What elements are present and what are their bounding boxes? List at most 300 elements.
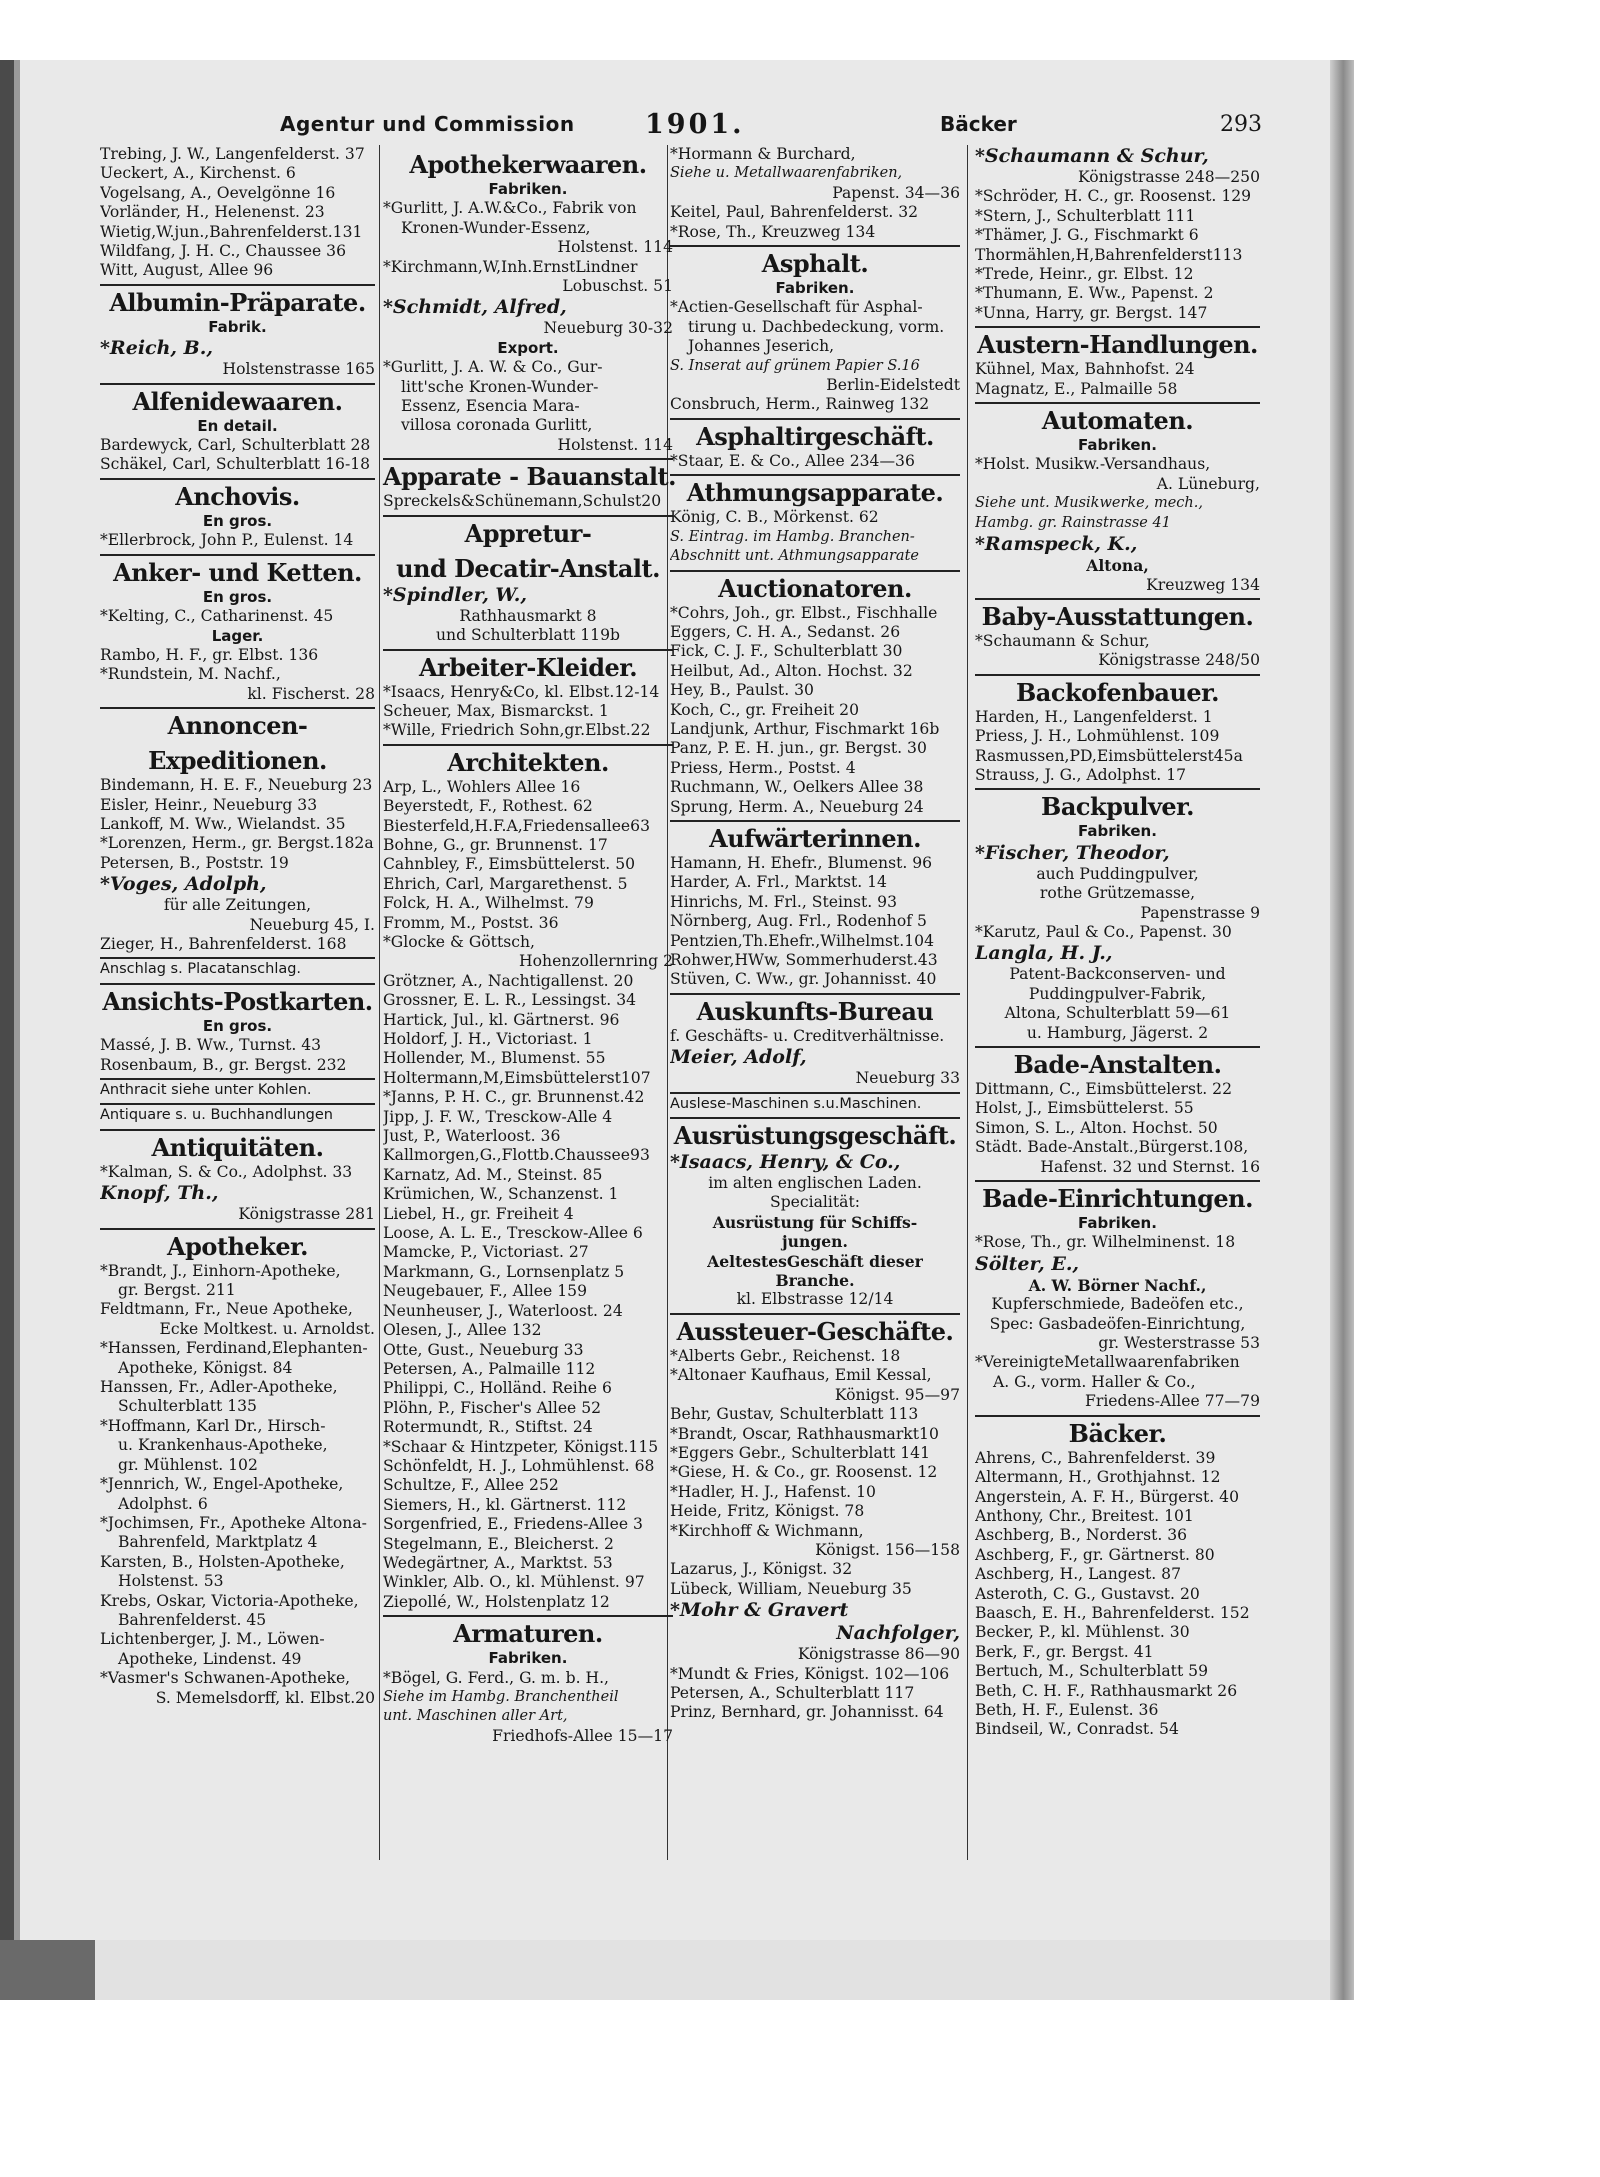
directory-entry: Magnatz, E., Palmaille 58 bbox=[975, 379, 1178, 398]
featured-entry-name: *Spindler, W., bbox=[383, 583, 528, 606]
category-heading: Automaten. bbox=[975, 402, 1260, 436]
category-heading: Austern-Handlungen. bbox=[975, 326, 1260, 360]
category-heading: Auskunfts-Bureau bbox=[670, 993, 960, 1027]
directory-entry: Pentzien,Th.Ehefr.,Wilhelmst.104 bbox=[670, 931, 935, 950]
directory-entry: Prinz, Bernhard, gr. Johannisst. 64 bbox=[670, 1703, 944, 1722]
directory-column-2 bbox=[383, 145, 676, 1746]
directory-entry: Priess, J. H., Lohmühlenst. 109 bbox=[975, 727, 1220, 746]
directory-entry: Trebing, J. W., Langenfelderst. 37 bbox=[100, 145, 365, 163]
category-heading: Apothekerwaaren. bbox=[409, 150, 647, 179]
entry-detail: Kupferschmiede, Badeöfen etc., bbox=[991, 1295, 1244, 1314]
directory-entry: *Rose, Th., gr. Wilhelminenst. 18 bbox=[975, 1233, 1236, 1252]
directory-entry: Winkler, Alb. O., kl. Mühlenst. 97 bbox=[383, 1573, 645, 1592]
directory-entry: Witt, August, Allee 96 bbox=[100, 261, 274, 280]
directory-entry: *Lorenzen, Herm., gr. Bergst.182a bbox=[100, 834, 374, 853]
directory-entry: Schultze, F., Allee 252 bbox=[383, 1476, 559, 1495]
featured-entry-name: *Schmidt, Alfred, bbox=[383, 296, 567, 319]
directory-entry: Just, P., Waterloost. 36 bbox=[383, 1127, 561, 1146]
directory-entry: *Unna, Harry, gr. Bergst. 147 bbox=[975, 303, 1208, 322]
directory-entry: Städt. Bade-Anstalt.,Bürgerst.108, bbox=[975, 1138, 1249, 1157]
directory-entry: Mamcke, P., Victoriast. 27 bbox=[383, 1243, 589, 1262]
entry-reference-note: S. Eintrag. im Hambg. Branchen- bbox=[670, 528, 915, 545]
directory-entry: Nörnberg, Aug. Frl., Rodenhof 5 bbox=[670, 912, 927, 931]
entry-continuation: Bahrenfeld, Marktplatz 4 bbox=[118, 1533, 318, 1552]
entry-detail-bold: AeltestesGeschäft dieser bbox=[707, 1251, 923, 1271]
header-right-title: Bäcker bbox=[940, 112, 1017, 136]
directory-entry: Anthony, Chr., Breitest. 101 bbox=[975, 1506, 1194, 1525]
entry-detail-bold: Ausrüstung für Schiffs- bbox=[712, 1212, 918, 1232]
directory-entry: Philippi, C., Holländ. Reihe 6 bbox=[383, 1379, 612, 1398]
directory-column-4 bbox=[975, 145, 1260, 1740]
scan-edge-left bbox=[0, 60, 14, 2000]
directory-entry: Holst, J., Eimsbüttelerst. 55 bbox=[975, 1099, 1194, 1118]
directory-entry: Scheuer, Max, Bismarckst. 1 bbox=[383, 701, 609, 720]
subcategory-label: En gros. bbox=[202, 587, 273, 606]
directory-entry: *Hoffmann, Karl Dr., Hirsch- bbox=[100, 1416, 326, 1435]
entry-detail: Rathhausmarkt 8 bbox=[459, 606, 597, 625]
category-heading: Armaturen. bbox=[383, 1615, 673, 1649]
entry-detail: Puddingpulver-Fabrik, bbox=[1028, 984, 1207, 1003]
directory-entry: *Eggers Gebr., Schulterblatt 141 bbox=[670, 1443, 931, 1462]
entry-continuation: Adolphst. 6 bbox=[118, 1494, 208, 1513]
subcategory-label: Fabriken. bbox=[1078, 822, 1157, 841]
directory-entry: *Cohrs, Joh., gr. Elbst., Fischhalle bbox=[670, 603, 938, 622]
entry-address: Holstenstrasse 165 bbox=[222, 360, 375, 379]
featured-entry-name: Knopf, Th., bbox=[100, 1182, 219, 1205]
entry-address: Holstenst. 114 bbox=[557, 435, 673, 454]
entry-address: Hohenzollernring 2 bbox=[519, 952, 673, 971]
directory-entry: Beth, C. H. F., Rathhausmarkt 26 bbox=[975, 1681, 1238, 1700]
directory-entry: Hanssen, Fr., Adler-Apotheke, bbox=[100, 1378, 338, 1397]
directory-entry: *Schaar & Hintzpeter, Königst.115 bbox=[383, 1437, 659, 1456]
directory-entry: Arp, L., Wohlers Allee 16 bbox=[383, 777, 581, 796]
directory-entry: Kühnel, Max, Bahnhofst. 24 bbox=[975, 360, 1195, 379]
directory-entry: Plöhn, P., Fischer's Allee 52 bbox=[383, 1398, 602, 1417]
entry-detail: Patent-Backconserven- und bbox=[1009, 965, 1226, 984]
directory-entry: Landjunk, Arthur, Fischmarkt 16b bbox=[670, 719, 940, 738]
directory-entry: Petersen, B., Poststr. 19 bbox=[100, 853, 289, 872]
subcategory-label: Fabriken. bbox=[775, 279, 855, 298]
directory-column-1 bbox=[100, 145, 375, 1708]
entry-detail-bold: Altona, bbox=[1086, 556, 1149, 576]
category-heading: Annoncen- bbox=[100, 707, 375, 741]
directory-entry: *Brandt, J., Einhorn-Apotheke, bbox=[100, 1261, 341, 1280]
directory-entry: *Gurlitt, J. A. W. & Co., Gur- bbox=[383, 358, 603, 377]
category-heading: Asphaltirgeschäft. bbox=[670, 418, 960, 452]
directory-entry: *Kirchmann,W,Inh.ErnstLindner bbox=[383, 257, 638, 276]
directory-entry: Heide, Fritz, Königst. 78 bbox=[670, 1502, 865, 1521]
directory-entry: *Thumann, E. Ww., Papenst. 2 bbox=[975, 284, 1214, 303]
directory-entry: Stegelmann, E., Bleicherst. 2 bbox=[383, 1534, 614, 1553]
directory-entry: Hamann, H. Ehefr., Blumenst. 96 bbox=[670, 853, 933, 872]
category-heading: Alfenidewaaren. bbox=[100, 383, 375, 417]
directory-entry: Thormählen,H,Bahrenfelderst113 bbox=[975, 245, 1243, 264]
directory-entry: Ruchmann, W., Oelkers Allee 38 bbox=[670, 778, 924, 797]
directory-entry: Bindseil, W., Conradst. 54 bbox=[975, 1720, 1179, 1739]
directory-entry: *Kirchhoff & Wichmann, bbox=[670, 1521, 864, 1540]
directory-entry: Karsten, B., Holsten-Apotheke, bbox=[100, 1552, 345, 1571]
directory-entry: Bertuch, M., Schulterblatt 59 bbox=[975, 1662, 1209, 1681]
directory-entry: *Karutz, Paul & Co., Papenst. 30 bbox=[975, 922, 1232, 941]
directory-entry: *Staar, E. & Co., Allee 234—36 bbox=[670, 451, 915, 470]
page-edge-right bbox=[1330, 60, 1354, 2000]
category-heading: Apparate - Bauanstalt. bbox=[383, 458, 673, 492]
directory-entry: Ahrens, C., Bahrenfelderst. 39 bbox=[975, 1448, 1216, 1467]
category-heading: Albumin-Präparate. bbox=[100, 284, 375, 318]
entry-detail: und Schulterblatt 119b bbox=[436, 626, 620, 645]
entry-address: Königst. 156—158 bbox=[815, 1540, 960, 1559]
cross-reference: Anschlag s. Placatanschlag. bbox=[100, 961, 302, 978]
directory-entry: Hey, B., Paulst. 30 bbox=[670, 681, 814, 700]
directory-column-3 bbox=[670, 145, 960, 1723]
entry-address: A. Lüneburg, bbox=[1156, 474, 1260, 493]
directory-entry: *Jennrich, W., Engel-Apotheke, bbox=[100, 1475, 344, 1494]
directory-entry: Holdorf, J. H., Victoriast. 1 bbox=[383, 1030, 593, 1048]
entry-detail: Spec: Gasbadeöfen-Einrichtung, bbox=[989, 1314, 1246, 1333]
directory-entry: Massé, J. B. Ww., Turnst. 43 bbox=[100, 1036, 322, 1055]
entry-detail-bold: Branche. bbox=[775, 1271, 855, 1291]
directory-entry: Strauss, J. G., Adolphst. 17 bbox=[975, 765, 1187, 784]
directory-entry: *Ellerbrock, John P., Eulenst. 14 bbox=[100, 531, 354, 550]
featured-entry-name: *Isaacs, Henry, & Co., bbox=[670, 1151, 901, 1174]
entry-address: Neueburg 33 bbox=[855, 1069, 960, 1088]
featured-entry-name: Langla, H. J., bbox=[975, 942, 1113, 965]
directory-entry: Hinrichs, M. Frl., Steinst. 93 bbox=[670, 892, 898, 911]
subcategory-label: Fabriken. bbox=[488, 180, 568, 198]
category-heading: Architekten. bbox=[383, 744, 673, 778]
directory-entry: *Holst. Musikw.-Versandhaus, bbox=[975, 455, 1211, 474]
directory-entry: Ueckert, A., Kirchenst. 6 bbox=[100, 164, 296, 183]
directory-entry: Beth, H. F., Eulenst. 36 bbox=[975, 1700, 1159, 1719]
entry-detail-bold: jungen. bbox=[782, 1232, 848, 1252]
section-rule bbox=[100, 1103, 375, 1105]
entry-address: Königstrasse 86—90 bbox=[797, 1645, 960, 1664]
entry-reference-note: unt. Maschinen aller Art, bbox=[383, 1708, 568, 1725]
directory-entry: Liebel, H., gr. Freiheit 4 bbox=[383, 1204, 574, 1223]
directory-entry: *Schaumann & Schur, bbox=[975, 631, 1150, 650]
directory-entry: *Kalman, S. & Co., Adolphst. 33 bbox=[100, 1162, 353, 1181]
featured-entry-name: *Mohr & Gravert bbox=[670, 1599, 849, 1622]
entry-address: Königst. 95—97 bbox=[834, 1385, 960, 1404]
directory-entry: *Brandt, Oscar, Rathhausmarkt10 bbox=[670, 1424, 939, 1443]
directory-entry: *Jochimsen, Fr., Apotheke Altona- bbox=[100, 1513, 367, 1532]
directory-entry: Petersen, A., Palmaille 112 bbox=[383, 1359, 596, 1378]
category-heading: Ausrüstungsgeschäft. bbox=[670, 1117, 960, 1151]
cross-reference: Anthracit siehe unter Kohlen. bbox=[100, 1082, 312, 1098]
directory-entry: Rasmussen,PD,Eimsbüttelerst45a bbox=[975, 746, 1243, 765]
entry-continuation: Johannes Jeserich, bbox=[688, 337, 835, 356]
directory-entry: Aschberg, B., Norderst. 36 bbox=[975, 1526, 1188, 1545]
page-bottom-margin bbox=[20, 1940, 1330, 2000]
directory-entry: Aschberg, F., gr. Gärtnerst. 80 bbox=[975, 1545, 1215, 1564]
directory-entry: Krebs, Oskar, Victoria-Apotheke, bbox=[100, 1591, 359, 1610]
entry-reference-note: Abschnitt unt. Athmungsapparate bbox=[670, 548, 919, 565]
directory-entry: *Altonaer Kaufhaus, Emil Kessal, bbox=[670, 1366, 932, 1385]
directory-entry: Stüven, C. Ww., gr. Johannisst. 40 bbox=[670, 970, 937, 989]
directory-entry: Hollender, M., Blumenst. 55 bbox=[383, 1049, 606, 1068]
entry-address: Papenstrasse 9 bbox=[1140, 903, 1260, 922]
entry-continuation: gr. Bergst. 211 bbox=[118, 1281, 236, 1300]
page-number: 293 bbox=[1220, 112, 1262, 137]
category-heading: Anker- und Ketten. bbox=[100, 554, 375, 588]
directory-entry: Schäkel, Carl, Schulterblatt 16-18 bbox=[100, 455, 371, 474]
featured-entry-name: *Schaumann & Schur, bbox=[975, 145, 1209, 167]
directory-entry: Becker, P., kl. Mühlenst. 30 bbox=[975, 1623, 1190, 1642]
category-heading: Asphalt. bbox=[670, 245, 960, 279]
directory-entry: Koch, C., gr. Freiheit 20 bbox=[670, 700, 860, 719]
directory-entry: Beyerstedt, F., Rothest. 62 bbox=[383, 797, 593, 816]
entry-address: Lobuschst. 51 bbox=[562, 277, 673, 296]
directory-entry: *Vasmer's Schwanen-Apotheke, bbox=[100, 1669, 351, 1688]
category-heading: Apotheker. bbox=[100, 1228, 375, 1262]
category-heading: Aussteuer-Geschäfte. bbox=[670, 1313, 960, 1347]
directory-entry: Ziepollé, W., Holstenplatz 12 bbox=[383, 1592, 610, 1611]
directory-entry: Wedegärtner, A., Marktst. 53 bbox=[383, 1553, 613, 1572]
directory-entry: Schönfeldt, H. J., Lohmühlenst. 68 bbox=[383, 1456, 655, 1475]
featured-entry-name: Meier, Adolf, bbox=[670, 1046, 807, 1069]
directory-entry: *Schröder, H. C., gr. Roosenst. 129 bbox=[975, 187, 1252, 206]
category-heading: Baby-Ausstattungen. bbox=[975, 598, 1260, 632]
entry-continuation: tirung u. Dachbedeckung, vorm. bbox=[688, 317, 945, 336]
entry-reference-note: S. Inserat auf grünem Papier S.16 bbox=[670, 357, 920, 374]
entry-continuation: Kronen-Wunder-Essenz, bbox=[401, 218, 591, 237]
category-heading: Antiquitäten. bbox=[100, 1129, 375, 1163]
column-divider bbox=[967, 145, 968, 1860]
entry-address: gr. Westerstrasse 53 bbox=[1098, 1334, 1260, 1353]
category-heading: Appretur- bbox=[383, 515, 673, 549]
directory-entry: Bohne, G., gr. Brunnenst. 17 bbox=[383, 835, 608, 854]
subcategory-label: Fabriken. bbox=[488, 1649, 568, 1668]
directory-entry: Folck, H. A., Wilhelmst. 79 bbox=[383, 894, 594, 913]
category-heading: Anchovis. bbox=[100, 478, 375, 512]
directory-entry: Fromm, M., Postst. 36 bbox=[383, 913, 559, 932]
directory-entry: Siemers, H., kl. Gärtnerst. 112 bbox=[383, 1495, 627, 1514]
directory-entry: Olesen, J., Allee 132 bbox=[383, 1321, 542, 1340]
directory-entry: Lazarus, J., Königst. 32 bbox=[670, 1560, 853, 1579]
subcategory-label: Fabrik. bbox=[208, 317, 267, 336]
directory-entry: Markmann, G., Lornsenplatz 5 bbox=[383, 1262, 625, 1281]
entry-address: Friedens-Allee 77—79 bbox=[1085, 1392, 1260, 1411]
featured-entry-name: Nachfolger, bbox=[836, 1622, 960, 1645]
category-heading: Backpulver. bbox=[975, 788, 1260, 822]
entry-reference-note: Siehe u. Metallwaarenfabriken, bbox=[670, 165, 903, 182]
directory-entry: Rohwer,HWw, Sommerhuderst.43 bbox=[670, 951, 938, 969]
directory-entry: *Gurlitt, J. A.W.&Co., Fabrik von bbox=[383, 199, 637, 218]
directory-entry: *Mundt & Fries, Königst. 102—106 bbox=[670, 1664, 950, 1683]
entry-continuation: Bahrenfelderst. 45 bbox=[118, 1610, 267, 1629]
directory-entry: *Thämer, J. G., Fischmarkt 6 bbox=[975, 226, 1199, 245]
subcategory-label: Fabriken. bbox=[1078, 436, 1157, 455]
entry-address: Neueburg 30-32 bbox=[543, 319, 673, 338]
directory-entry: Bindemann, H. E. F., Neueburg 23 bbox=[100, 776, 373, 795]
directory-entry: Wildfang, J. H. C., Chaussee 36 bbox=[100, 242, 347, 261]
directory-entry: Sprung, Herm. A., Neueburg 24 bbox=[670, 797, 924, 816]
entry-detail: auch Puddingpulver, bbox=[1036, 864, 1199, 883]
directory-entry: *Hanssen, Ferdinand,Elephanten- bbox=[100, 1339, 368, 1358]
directory-entry: Sorgenfried, E., Friedens-Allee 3 bbox=[383, 1515, 643, 1534]
directory-entry: Zieger, H., Bahrenfelderst. 168 bbox=[100, 934, 347, 953]
directory-entry: Lankoff, M. Ww., Wielandst. 35 bbox=[100, 814, 346, 833]
directory-entry: *Hormann & Burchard, bbox=[670, 145, 856, 163]
category-heading: Bäcker. bbox=[975, 1415, 1260, 1449]
entry-continuation: u. Krankenhaus-Apotheke, bbox=[118, 1436, 328, 1455]
subcategory-label: Export. bbox=[497, 338, 559, 357]
entry-address: kl. Fischerst. 28 bbox=[247, 684, 375, 703]
directory-entry: *Rose, Th., Kreuzweg 134 bbox=[670, 222, 876, 241]
entry-continuation: litt'sche Kronen-Wunder- bbox=[401, 377, 599, 396]
directory-entry: Fick, C. J. F., Schulterblatt 30 bbox=[670, 642, 903, 661]
directory-entry: Loose, A. L. E., Tresckow-Allee 6 bbox=[383, 1224, 643, 1243]
entry-address: Hafenst. 32 und Sternst. 16 bbox=[1040, 1157, 1260, 1176]
directory-entry: *Hadler, H. J., Hafenst. 10 bbox=[670, 1482, 876, 1501]
directory-entry: Grötzner, A., Nachtigallenst. 20 bbox=[383, 971, 634, 990]
entry-address: Holstenst. 114 bbox=[557, 238, 673, 257]
directory-entry: *Glocke & Göttsch, bbox=[383, 932, 535, 951]
directory-entry: Bardewyck, Carl, Schulterblatt 28 bbox=[100, 436, 371, 455]
entry-continuation: villosa coronada Gurlitt, bbox=[401, 416, 593, 435]
directory-entry: Karnatz, Ad. M., Steinst. 85 bbox=[383, 1165, 603, 1184]
directory-entry: Jipp, J. F. W., Tresckow-Alle 4 bbox=[383, 1107, 613, 1126]
directory-entry: Kallmorgen,G.,Flottb.Chaussee93 bbox=[383, 1146, 650, 1165]
column-divider bbox=[379, 145, 380, 1860]
directory-entry: Lübeck, William, Neueburg 35 bbox=[670, 1579, 912, 1598]
entry-detail: im alten englischen Laden. bbox=[708, 1174, 922, 1193]
category-heading: Arbeiter-Kleider. bbox=[383, 649, 673, 683]
directory-entry: *Bögel, G. Ferd., G. m. b. H., bbox=[383, 1668, 609, 1687]
entry-address: Papenst. 34—36 bbox=[832, 183, 960, 202]
directory-entry: Otte, Gust., Neueburg 33 bbox=[383, 1340, 584, 1359]
directory-entry: Neugebauer, F., Allee 159 bbox=[383, 1282, 588, 1301]
directory-entry: Aschberg, H., Langest. 87 bbox=[975, 1565, 1182, 1584]
directory-entry: Cahnbley, F., Eimsbüttelerst. 50 bbox=[383, 855, 636, 874]
directory-entry: Vogelsang, A., Oevelgönne 16 bbox=[100, 183, 336, 202]
entry-continuation: gr. Mühlenst. 102 bbox=[118, 1455, 258, 1474]
directory-entry: Altermann, H., Grothjahnst. 12 bbox=[975, 1468, 1221, 1487]
directory-entry: *Isaacs, Henry&Co, kl. Elbst.12-14 bbox=[383, 682, 660, 701]
directory-entry: Harden, H., Langenfelderst. 1 bbox=[975, 707, 1213, 726]
subcategory-label: En gros. bbox=[202, 1016, 273, 1035]
entry-reference-note: Hambg. gr. Rainstrasse 41 bbox=[975, 514, 1171, 531]
cross-reference: Auslese-Maschinen s.u.Maschinen. bbox=[670, 1095, 922, 1112]
directory-entry: Rambo, H. F., gr. Elbst. 136 bbox=[100, 645, 319, 664]
featured-entry-name: *Ramspeck, K., bbox=[975, 533, 1138, 556]
directory-entry: König, C. B., Mörkenst. 62 bbox=[670, 508, 879, 527]
entry-continuation: A. G., vorm. Haller & Co., bbox=[993, 1372, 1196, 1391]
entry-address: Kreuzweg 134 bbox=[1146, 575, 1260, 594]
entry-detail: für alle Zeitungen, bbox=[163, 896, 312, 915]
entry-continuation: Apotheke, Lindenst. 49 bbox=[118, 1649, 302, 1668]
entry-detail: Specialität: bbox=[770, 1193, 860, 1212]
entry-reference-note: Siehe im Hambg. Branchentheil bbox=[383, 1689, 619, 1705]
directory-entry: *Trede, Heinr., gr. Elbst. 12 bbox=[975, 265, 1194, 284]
directory-entry: Eisler, Heinr., Neueburg 33 bbox=[100, 795, 318, 814]
directory-entry: Krümichen, W., Schanzenst. 1 bbox=[383, 1185, 619, 1204]
entry-continuation: Holstenst. 53 bbox=[118, 1572, 224, 1591]
featured-entry-name: *Voges, Adolph, bbox=[100, 873, 267, 896]
category-heading: Backofenbauer. bbox=[975, 674, 1260, 708]
directory-entry: Holtermann,M,Eimsbüttelerst107 bbox=[383, 1068, 651, 1087]
directory-entry: Dittmann, C., Eimsbüttelerst. 22 bbox=[975, 1080, 1232, 1098]
directory-entry: Heilbut, Ad., Alton. Hochst. 32 bbox=[670, 661, 913, 680]
directory-entry: Ehrich, Carl, Margarethenst. 5 bbox=[383, 874, 628, 893]
header-year: 1901. bbox=[645, 109, 745, 140]
scan-corner-shadow bbox=[0, 1940, 95, 2000]
directory-entry: f. Geschäfts- u. Creditverhältnisse. bbox=[670, 1026, 945, 1045]
entry-continuation: Schulterblatt 135 bbox=[118, 1397, 257, 1416]
directory-entry: Lichtenberger, J. M., Löwen- bbox=[100, 1630, 325, 1649]
directory-entry: Panz, P. E. H. jun., gr. Bergst. 30 bbox=[670, 739, 927, 758]
directory-entry: Berk, F., gr. Bergst. 41 bbox=[975, 1642, 1154, 1661]
directory-entry: Priess, Herm., Postst. 4 bbox=[670, 758, 856, 777]
subcategory-label: En gros. bbox=[202, 511, 273, 530]
entry-address: Friedhofs-Allee 15—17 bbox=[492, 1726, 673, 1745]
entry-detail-bold: A. W. Börner Nachf., bbox=[1028, 1275, 1207, 1295]
directory-entry: Vorländer, H., Helenenst. 23 bbox=[100, 203, 325, 222]
directory-entry: Biesterfeld,H.F.A,Friedensallee63 bbox=[383, 816, 650, 835]
category-heading: Bade-Anstalten. bbox=[975, 1046, 1260, 1080]
featured-entry-name: *Reich, B., bbox=[100, 337, 213, 360]
section-rule bbox=[100, 1078, 375, 1080]
entry-address: Berlin-Eidelstedt bbox=[826, 376, 960, 395]
directory-entry: Behr, Gustav, Schulterblatt 113 bbox=[670, 1405, 919, 1424]
directory-entry: Baasch, E. H., Bahrenfelderst. 152 bbox=[975, 1603, 1250, 1622]
entry-address: Königstrasse 248/50 bbox=[1098, 651, 1260, 670]
category-heading: Ansichts-Postkarten. bbox=[100, 983, 375, 1017]
featured-entry-name: *Fischer, Theodor, bbox=[975, 841, 1170, 864]
entry-address: S. Memelsdorff, kl. Elbst.20 bbox=[155, 1688, 375, 1707]
directory-entry: *Stern, J., Schulterblatt 111 bbox=[975, 206, 1196, 225]
entry-detail: Altona, Schulterblatt 59—61 bbox=[1004, 1004, 1231, 1023]
category-heading: Auctionatoren. bbox=[670, 570, 960, 604]
entry-detail: rothe Grützemasse, bbox=[1039, 884, 1196, 903]
directory-entry: Rosenbaum, B., gr. Bergst. 232 bbox=[100, 1055, 347, 1074]
category-heading: Bade-Einrichtungen. bbox=[975, 1180, 1260, 1214]
category-heading: Athmungsapparate. bbox=[670, 474, 960, 508]
directory-entry: *Actien-Gesellschaft für Asphal- bbox=[670, 298, 923, 317]
header-left-title: Agentur und Commission bbox=[280, 112, 575, 136]
directory-entry: Consbruch, Herm., Rainweg 132 bbox=[670, 395, 930, 414]
entry-address: Königstrasse 281 bbox=[238, 1205, 375, 1224]
directory-entry: Asteroth, C. G., Gustavst. 20 bbox=[975, 1584, 1200, 1603]
entry-address: Königstrasse 248—250 bbox=[1078, 168, 1260, 186]
directory-entry: *Alberts Gebr., Reichenst. 18 bbox=[670, 1346, 901, 1365]
section-rule bbox=[670, 1092, 960, 1094]
directory-entry: Neunheuser, J., Waterloost. 24 bbox=[383, 1301, 623, 1320]
cross-reference: Antiquare s. u. Buchhandlungen bbox=[100, 1107, 333, 1124]
directory-entry: *Wille, Friedrich Sohn,gr.Elbst.22 bbox=[383, 721, 651, 740]
directory-entry: Keitel, Paul, Bahrenfelderst. 32 bbox=[670, 203, 919, 222]
entry-detail: u. Hamburg, Jägerst. 2 bbox=[1026, 1023, 1209, 1042]
directory-entry: Angerstein, A. F. H., Bürgerst. 40 bbox=[975, 1487, 1240, 1506]
directory-entry: Simon, S. L., Alton. Hochst. 50 bbox=[975, 1118, 1218, 1137]
directory-entry: Rotermundt, R., Stiftst. 24 bbox=[383, 1418, 593, 1437]
category-heading: und Decatir-Anstalt. bbox=[396, 553, 660, 583]
directory-entry: Spreckels&Schünemann,Schulst20 bbox=[383, 492, 662, 511]
directory-entry: Harder, A. Frl., Marktst. 14 bbox=[670, 873, 887, 892]
entry-continuation: Essenz, Esencia Mara- bbox=[401, 397, 580, 416]
category-heading: Expeditionen. bbox=[148, 746, 327, 776]
entry-address: Ecke Moltkest. u. Arnoldst. bbox=[159, 1319, 375, 1338]
directory-entry: Wietig,W.jun.,Bahrenfelderst.131 bbox=[100, 222, 363, 241]
directory-entry: *Giese, H. & Co., gr. Roosenst. 12 bbox=[670, 1463, 938, 1482]
subcategory-label: Fabriken. bbox=[1078, 1214, 1157, 1233]
directory-entry: *VereinigteMetallwaarenfabriken bbox=[975, 1353, 1240, 1372]
running-header bbox=[100, 109, 1262, 146]
section-rule bbox=[100, 957, 375, 959]
subcategory-label: Lager. bbox=[211, 626, 264, 645]
directory-entry: Feldtmann, Fr., Neue Apotheke, bbox=[100, 1300, 353, 1319]
subcategory-label: En detail. bbox=[197, 416, 278, 435]
